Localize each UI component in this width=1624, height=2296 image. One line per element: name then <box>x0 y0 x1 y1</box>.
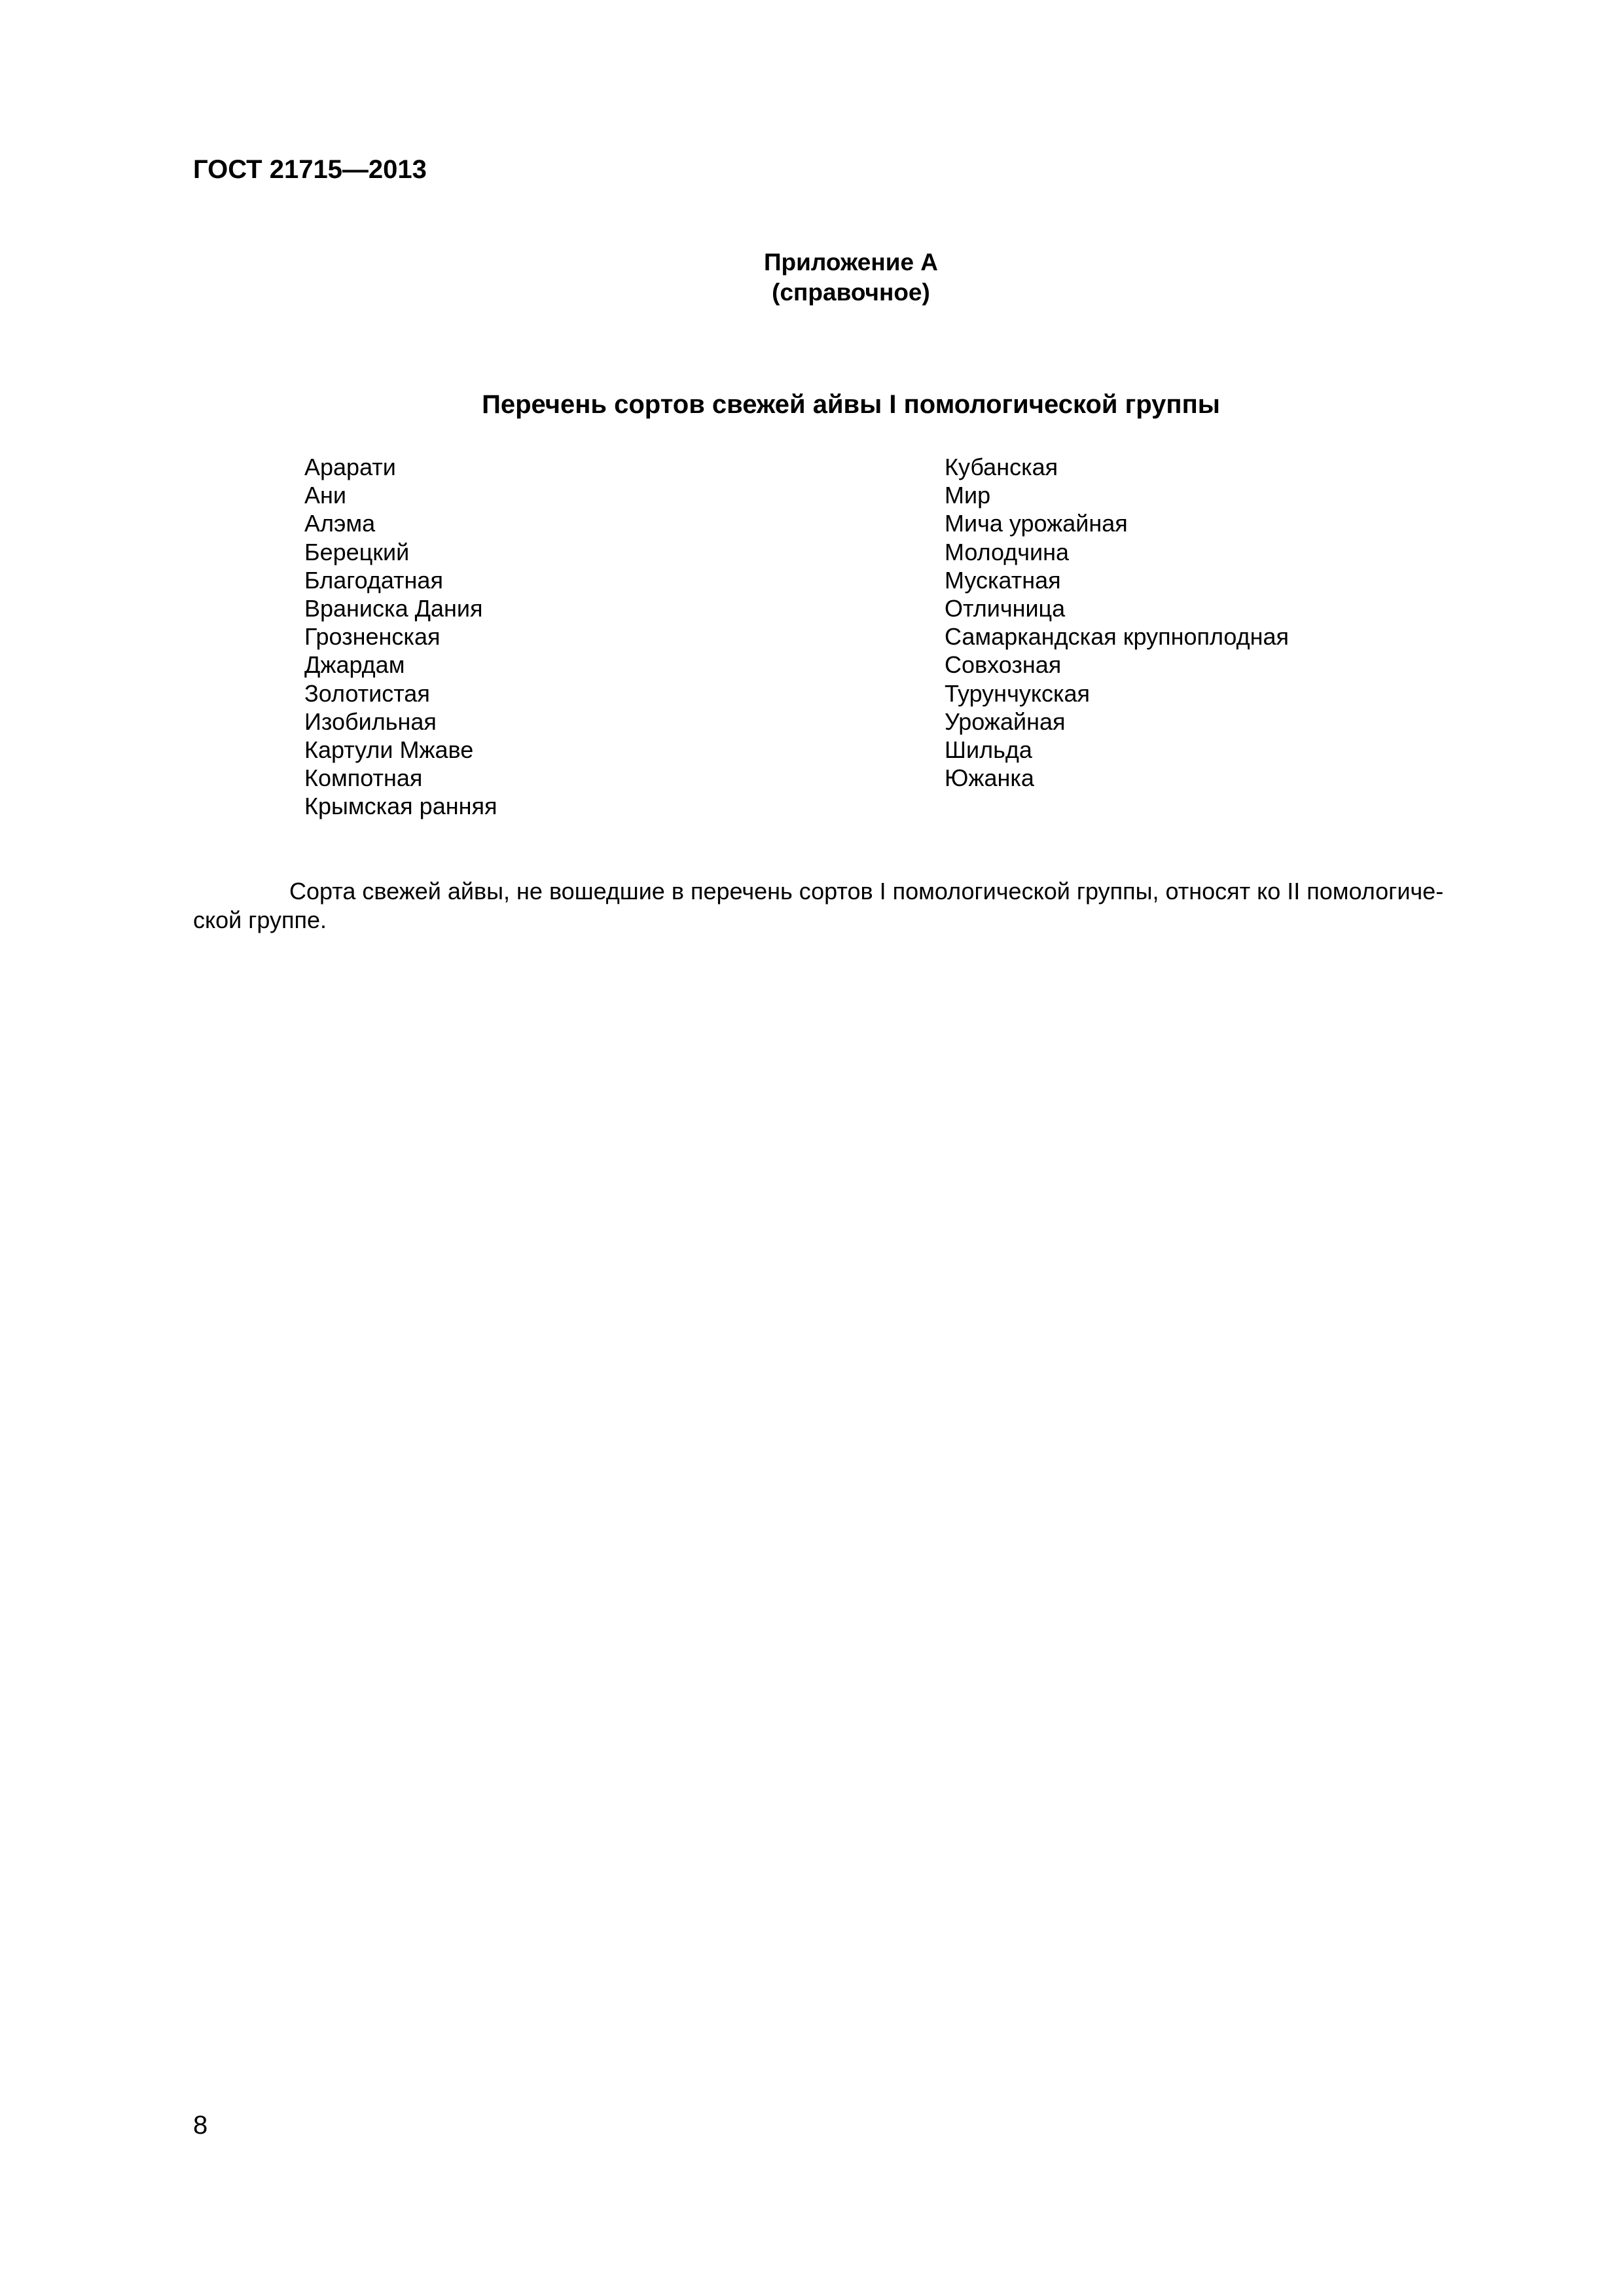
list-item: Благодатная <box>304 566 443 594</box>
list-item: Алэма <box>304 510 376 537</box>
page-number: 8 <box>193 2111 208 2140</box>
appendix-title: Приложение А <box>763 249 939 276</box>
list-item: Грозненская <box>304 623 441 651</box>
list-item: Мир <box>945 482 991 509</box>
note-line-2: ской группе. <box>193 906 327 933</box>
classification-note <box>193 877 1515 935</box>
standard-designation: ГОСТ 21715—2013 <box>193 155 427 184</box>
list-item: Ани <box>304 482 347 509</box>
list-item: Южанка <box>945 764 1034 792</box>
list-item: Компотная <box>304 764 423 792</box>
varieties-left-column <box>304 453 497 821</box>
list-item: Крымская ранняя <box>304 793 497 820</box>
list-item: Джардам <box>304 651 405 679</box>
varieties-right-column <box>945 453 1289 792</box>
varieties-list-title: Перечень сортов свежей айвы I помологической группы <box>482 390 1220 419</box>
list-item: Картули Мжаве <box>304 736 474 764</box>
list-item: Мускатная <box>945 566 1061 594</box>
list-item: Берецкий <box>304 538 410 565</box>
list-item: Изобильная <box>304 708 437 735</box>
list-item: Молодчина <box>945 538 1070 565</box>
list-item: Шильда <box>945 736 1032 764</box>
list-item: Самаркандская крупноплодная <box>945 623 1290 651</box>
list-item: Турунчукская <box>945 679 1091 707</box>
list-item: Урожайная <box>945 708 1066 735</box>
list-item: Мича урожайная <box>945 510 1128 537</box>
list-item: Кубанская <box>945 454 1058 480</box>
appendix-subtitle: (справочное) <box>772 279 930 306</box>
list-item: Отличница <box>945 595 1066 622</box>
list-item: Арарати <box>304 454 396 480</box>
list-item: Золотистая <box>304 679 430 707</box>
list-item: Совхозная <box>945 651 1062 679</box>
list-item: Враниска Дания <box>304 595 483 622</box>
note-line-1: Сорта свежей айвы, не вошедшие в перечень сортов I помологической группы, относят ко II помологиче- <box>289 878 1444 905</box>
